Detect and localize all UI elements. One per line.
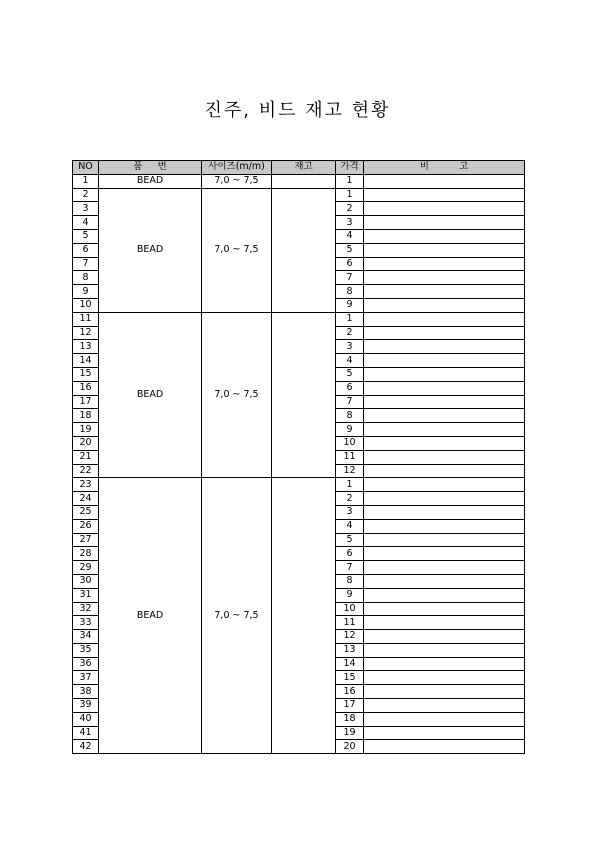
row-price-cell: 6 [336,257,364,271]
row-price-cell: 5 [336,533,364,547]
row-no-cell: 11 [73,312,99,326]
row-note-cell [364,395,525,409]
group-size-cell: 7,0 ~ 7,5 [202,174,272,188]
row-price-cell: 2 [336,326,364,340]
row-no-cell: 28 [73,547,99,561]
row-price-cell: 11 [336,450,364,464]
row-note-cell [364,505,525,519]
header-no: NO [73,161,99,175]
row-price-cell: 1 [336,188,364,202]
table-row [73,174,525,188]
row-note-cell [364,436,525,450]
row-note-cell [364,574,525,588]
row-no-cell: 33 [73,616,99,630]
row-no-cell: 18 [73,409,99,423]
row-no-cell: 12 [73,326,99,340]
row-no-cell: 5 [73,229,99,243]
row-price-cell: 3 [336,216,364,230]
row-no-cell: 26 [73,519,99,533]
header-size: 사이즈(m/m) [202,161,272,175]
row-note-cell [364,285,525,299]
group-stock-cell [272,188,336,312]
row-price-cell: 15 [336,671,364,685]
group-item-cell: BEAD [99,478,202,754]
row-price-cell: 7 [336,271,364,285]
row-note-cell [364,271,525,285]
row-note-cell [364,492,525,506]
table-row [73,478,525,492]
row-no-cell: 7 [73,257,99,271]
row-no-cell: 36 [73,657,99,671]
row-no-cell: 30 [73,574,99,588]
row-note-cell [364,671,525,685]
row-no-cell: 4 [73,216,99,230]
table-body [73,174,525,753]
row-note-cell [364,229,525,243]
header-stock: 재고 [272,161,336,175]
row-note-cell [364,340,525,354]
row-note-cell [364,423,525,437]
group-item-cell: BEAD [99,312,202,478]
group-size-cell: 7,0 ~ 7,5 [202,188,272,312]
row-price-cell: 12 [336,464,364,478]
row-price-cell: 6 [336,381,364,395]
group-item-cell: BEAD [99,188,202,312]
row-price-cell: 8 [336,574,364,588]
row-note-cell [364,602,525,616]
row-no-cell: 19 [73,423,99,437]
row-no-cell: 17 [73,395,99,409]
row-no-cell: 34 [73,630,99,644]
row-price-cell: 3 [336,505,364,519]
row-no-cell: 8 [73,271,99,285]
row-note-cell [364,519,525,533]
table-row [73,312,525,326]
row-no-cell: 31 [73,588,99,602]
table-row [73,188,525,202]
row-no-cell: 3 [73,202,99,216]
row-price-cell: 1 [336,312,364,326]
row-no-cell: 25 [73,505,99,519]
group-size-cell: 7,0 ~ 7,5 [202,312,272,478]
row-price-cell: 8 [336,409,364,423]
row-note-cell [364,464,525,478]
row-no-cell: 20 [73,436,99,450]
inventory-table [72,160,525,754]
row-price-cell: 9 [336,298,364,312]
row-price-cell: 18 [336,712,364,726]
row-price-cell: 1 [336,478,364,492]
row-note-cell [364,312,525,326]
row-price-cell: 13 [336,643,364,657]
row-no-cell: 40 [73,712,99,726]
row-price-cell: 10 [336,436,364,450]
row-note-cell [364,588,525,602]
row-note-cell [364,450,525,464]
row-note-cell [364,174,525,188]
row-price-cell: 9 [336,588,364,602]
row-no-cell: 41 [73,726,99,740]
row-no-cell: 27 [73,533,99,547]
group-stock-cell [272,312,336,478]
row-note-cell [364,685,525,699]
row-note-cell [364,740,525,754]
header-price: 가격 [336,161,364,175]
row-price-cell: 16 [336,685,364,699]
row-note-cell [364,202,525,216]
row-no-cell: 32 [73,602,99,616]
row-no-cell: 9 [73,285,99,299]
row-note-cell [364,699,525,713]
row-note-cell [364,326,525,340]
row-no-cell: 6 [73,243,99,257]
row-price-cell: 17 [336,699,364,713]
row-price-cell: 2 [336,202,364,216]
row-note-cell [364,257,525,271]
row-note-cell [364,381,525,395]
row-price-cell: 1 [336,174,364,188]
row-price-cell: 2 [336,492,364,506]
row-note-cell [364,561,525,575]
row-price-cell: 14 [336,657,364,671]
row-note-cell [364,616,525,630]
row-note-cell [364,657,525,671]
row-note-cell [364,630,525,644]
row-note-cell [364,409,525,423]
row-no-cell: 21 [73,450,99,464]
row-no-cell: 38 [73,685,99,699]
row-note-cell [364,478,525,492]
row-no-cell: 24 [73,492,99,506]
row-no-cell: 13 [73,340,99,354]
row-no-cell: 35 [73,643,99,657]
row-price-cell: 19 [336,726,364,740]
row-price-cell: 7 [336,395,364,409]
row-no-cell: 1 [73,174,99,188]
row-note-cell [364,533,525,547]
row-note-cell [364,188,525,202]
row-price-cell: 4 [336,229,364,243]
row-price-cell: 12 [336,630,364,644]
row-price-cell: 9 [336,423,364,437]
row-no-cell: 14 [73,354,99,368]
row-price-cell: 4 [336,354,364,368]
row-note-cell [364,298,525,312]
row-no-cell: 15 [73,367,99,381]
group-item-cell: BEAD [99,174,202,188]
row-price-cell: 7 [336,561,364,575]
row-price-cell: 8 [336,285,364,299]
row-no-cell: 42 [73,740,99,754]
header-note: 비 고 [364,161,525,175]
row-price-cell: 5 [336,367,364,381]
row-note-cell [364,547,525,561]
row-price-cell: 20 [336,740,364,754]
header-row [73,161,525,175]
row-no-cell: 37 [73,671,99,685]
header-item: 품 번 [99,161,202,175]
group-size-cell: 7,0 ~ 7,5 [202,478,272,754]
row-note-cell [364,243,525,257]
row-price-cell: 5 [336,243,364,257]
row-no-cell: 22 [73,464,99,478]
row-price-cell: 3 [336,340,364,354]
row-price-cell: 6 [336,547,364,561]
row-no-cell: 10 [73,298,99,312]
row-note-cell [364,367,525,381]
row-no-cell: 29 [73,561,99,575]
row-note-cell [364,354,525,368]
row-price-cell: 11 [336,616,364,630]
page-title: 진주, 비드 재고 현황 [204,100,391,121]
row-price-cell: 10 [336,602,364,616]
row-note-cell [364,712,525,726]
group-stock-cell [272,478,336,754]
row-price-cell: 4 [336,519,364,533]
row-note-cell [364,726,525,740]
group-stock-cell [272,174,336,188]
row-note-cell [364,643,525,657]
row-no-cell: 16 [73,381,99,395]
row-no-cell: 39 [73,699,99,713]
row-no-cell: 2 [73,188,99,202]
row-no-cell: 23 [73,478,99,492]
row-note-cell [364,216,525,230]
